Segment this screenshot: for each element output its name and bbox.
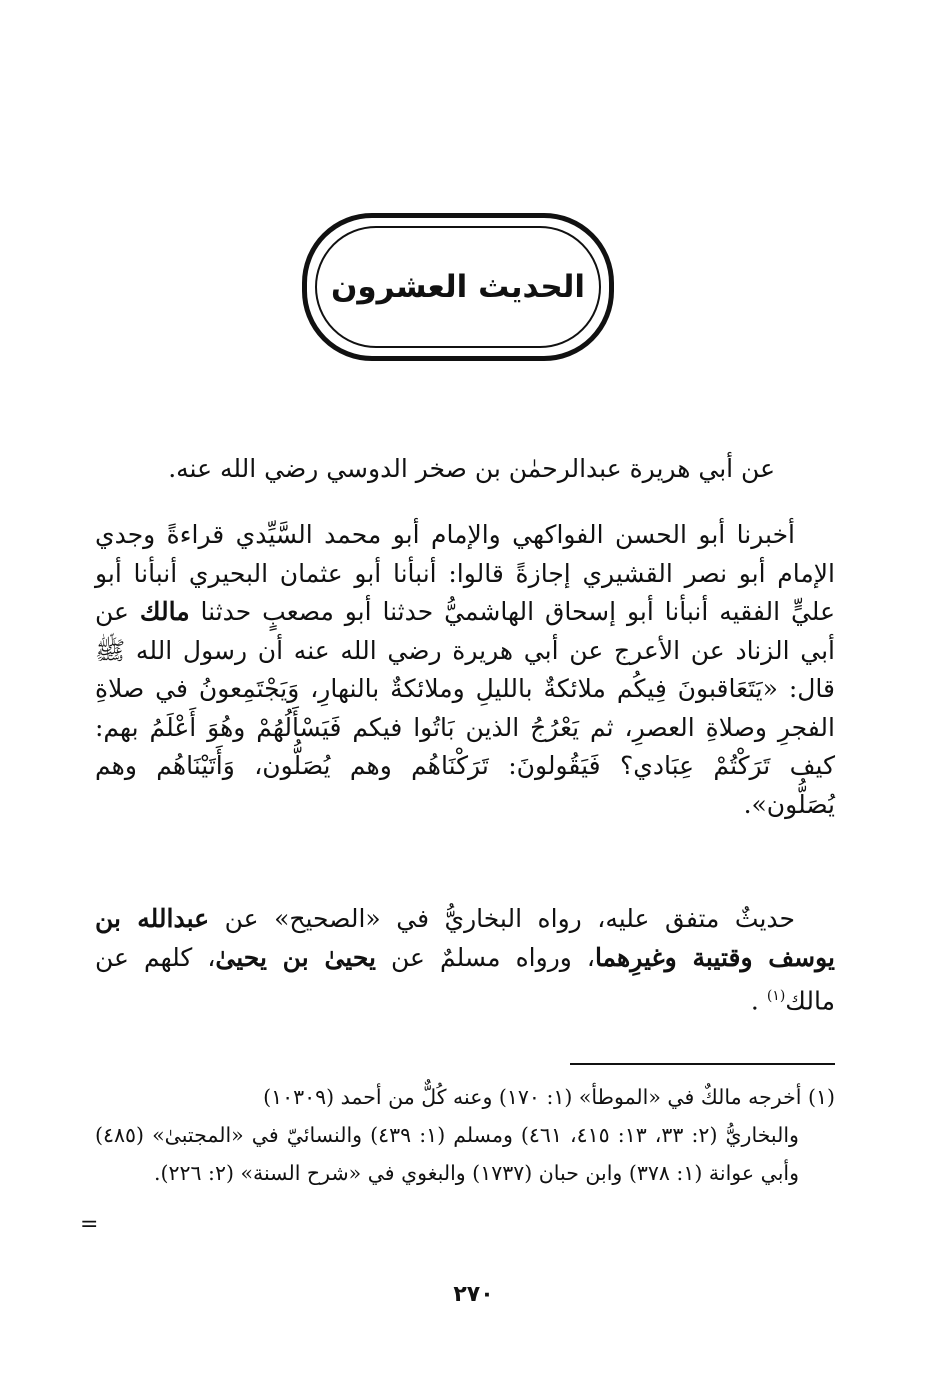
isnad-text-part1: أخبرنا أبو الحسن الفواكهي والإمام أبو محمد السَّيِّدي قراءةً وجدي الإمام أبو نصر القشيري إجازةً قالوا: أنبأنا أبو عثمان البحيري أنبأنا أبو عليٍّ الفقيه أنبأنا أبو إسحاق الهاشميُّ حدثنا أبو مصعبٍ حدثنا [95,520,836,626]
chapter-title-frame [302,213,614,361]
page-number: ٢٧٠ [453,1282,494,1307]
isnad-text-part2: عن أبي الزناد عن الأعرج عن أبي هريرة رضي الله عنه أن رسول الله ﷺ قال: «يَتَعَاقبونَ فِيكُم ملائكةٌ بالليلِ وملائكةٌ بالنهارِ، وَيَجْتَمِعونُ في صلاةِ الفجرِ وصلاةِ العصرِ، ثم يَعْرُجُ الذين بَاتُوا فيكم فَيَسْأَلُهُمْ وهُوَ أَعْلَمُ بهم: كيف تَرَكْتُمْ عِبَادي؟ فَيَقُولونَ: تَرَكْنَاهُم وهم يُصَلُّون، وَأَتَيْنَاهُم وهم يُصَلُّون». [95,597,835,819]
hadith-body [95,516,835,824]
isnad-malik: مالك [139,597,190,626]
footnote-line1: أخرجه مالكٌ في «الموطأ» (١: ١٧٠) وعنه كُلٌّ من أحمد (١٠٣٠٩) [263,1085,802,1109]
footnote-number: (١) [807,1085,835,1109]
footnote-reference: (١) [766,988,786,1004]
footnote-divider [570,1063,835,1065]
commentary-bold1: عبدالله بن يوسف وقتيبة وغيرِهما [95,904,836,972]
commentary-end: . [750,986,759,1016]
hadith-commentary [95,900,835,1021]
footnote-continuation: والبخاريُّ (٢: ٣٣، ١٣: ٤١٥، ٤٦١) ومسلم (١: ٤٣٩) والنسائيّ في «المجتبىٰ» (٤٨٥) وأبي عوانة (١: ٣٧٨) وابن حبان (١٧٣٧) والبغوي في «شرح السنة» (٢: ٢٢٦). [95,1123,799,1185]
commentary-part2: ، ورواه مسلمٌ عن [390,942,595,972]
commentary-bold2: يحيىٰ بن يحيىٰ [215,942,376,972]
commentary-part3: ، كلهم عن مالك [95,942,835,1016]
footnote [95,1078,835,1192]
chapter-title: الحديث العشرون [330,269,586,305]
footnote-continuation-mark: = [80,1212,99,1237]
commentary-part1: حديثٌ متفق عليه، رواه البخاريُّ في «الصحيح» عن [224,904,795,933]
hadith-narrator-line: عن أبي هريرة عبدالرحمٰن بن صخر الدوسي رضي الله عنه. [168,454,775,483]
